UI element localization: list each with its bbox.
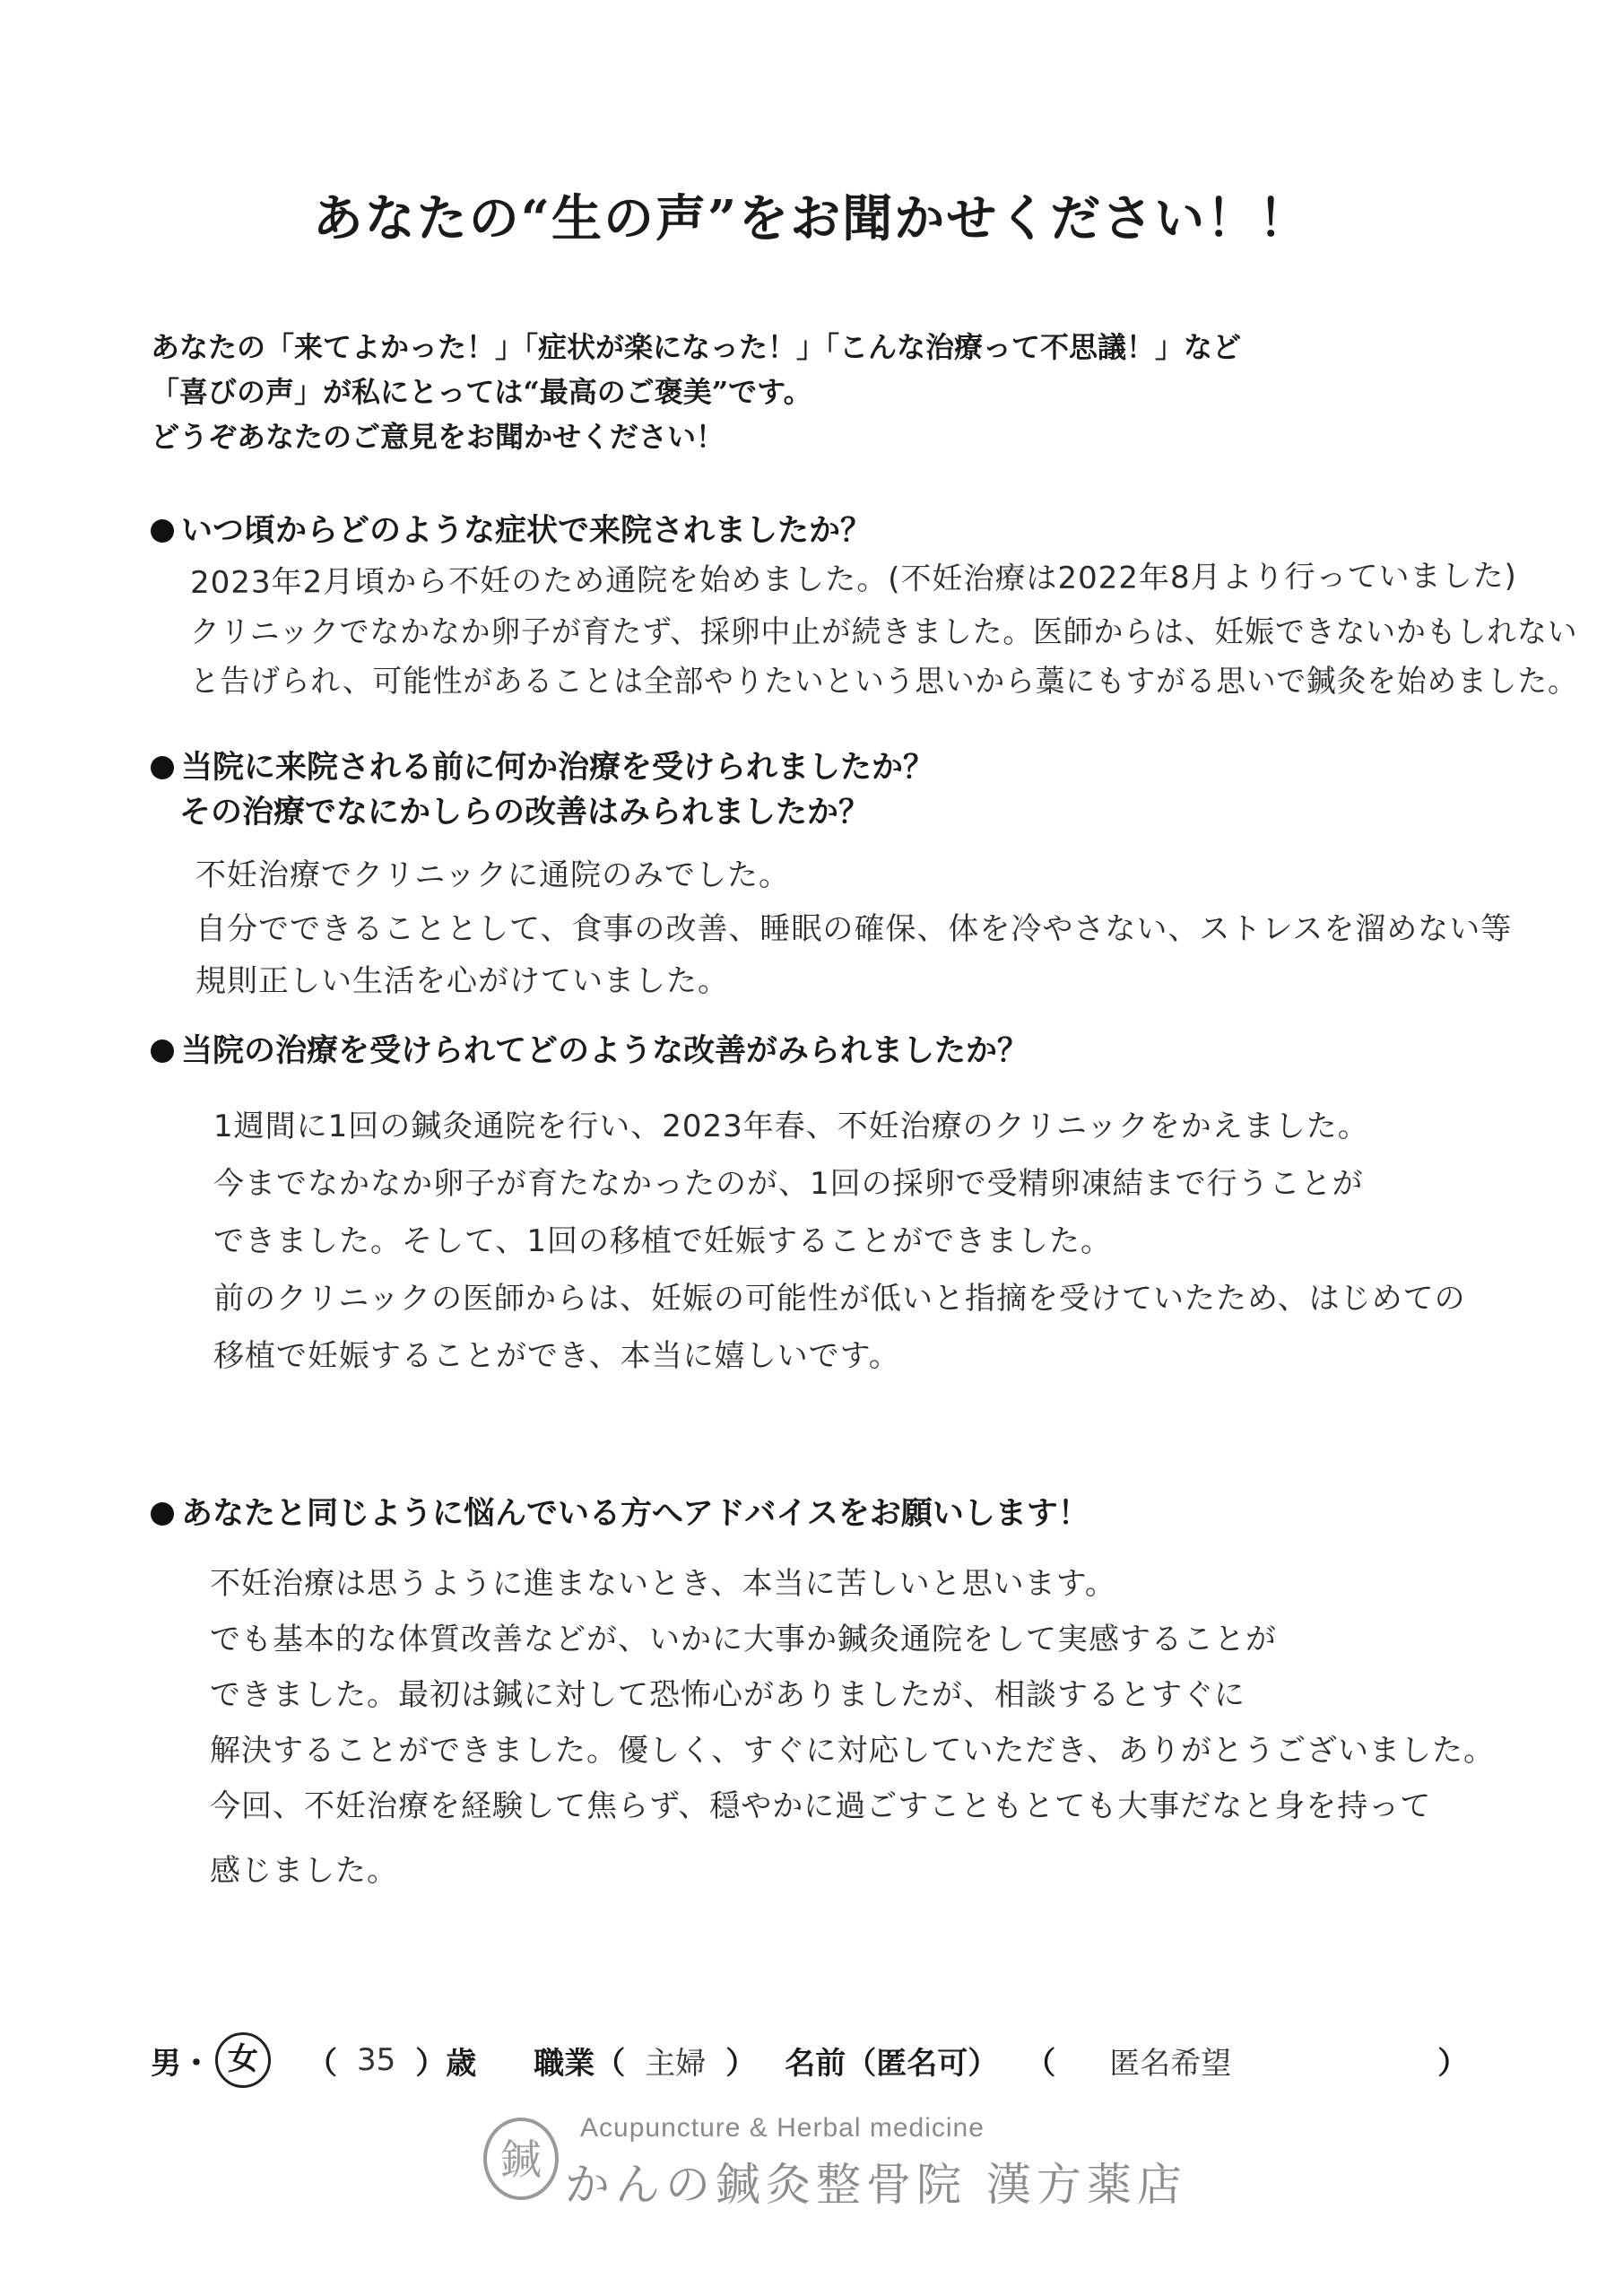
- answer-line: 自分でできることとして、食事の改善、睡眠の確保、体を冷やさない、ストレスを溜めない等: [195, 911, 1513, 947]
- intro-line: あなたの「来てよかった！」「症状が楽になった！」「こんな治療って不思議！」など: [151, 330, 1242, 364]
- gender-female-selected: 女: [215, 2032, 271, 2088]
- name-value: 匿名希望: [1109, 2045, 1232, 2082]
- clinic-logo: [480, 2109, 1187, 2211]
- occupation-label: 職業（: [534, 2045, 626, 2082]
- answer-line: できました。最初は鍼に対して恐怖心がありましたが、相談するとすぐに: [210, 1677, 1245, 1713]
- answer-line: 解決することができました。優しく、すぐに対応していただき、ありがとうございました。: [210, 1733, 1495, 1769]
- age-open: （: [307, 2045, 337, 2082]
- answer-line: 1週間に1回の鍼灸通院を行い、2023年春、不妊治療のクリニックをかえました。: [213, 1109, 1369, 1144]
- question-text: いつ頃からどのような症状で来院されましたか？: [181, 512, 872, 549]
- answer-line: 不妊治療は思うように進まないとき、本当に苦しいと思います。: [210, 1566, 1116, 1602]
- question-text: あなたと同じように悩んでいる方へアドバイスをお願いします！: [181, 1495, 1089, 1532]
- gender-separator: ・: [181, 2045, 212, 2082]
- occupation-value: 主婦: [645, 2045, 707, 2082]
- question-text: その治療でなにかしらの改善はみられましたか？: [179, 794, 871, 831]
- bullet-icon: [151, 1039, 174, 1063]
- answer-line: でも基本的な体質改善などが、いかに大事か鍼灸通院をして実感することが: [210, 1622, 1277, 1657]
- question-prior-treatment: [151, 746, 934, 789]
- question-results: [151, 1030, 1028, 1073]
- age-value: 35: [357, 2042, 396, 2078]
- answer-line: 2023年2月頃から不妊のため通院を始めました。(不妊治療は2022年8月より行っていました): [189, 558, 1517, 601]
- gender-male: 男: [151, 2045, 181, 2082]
- question-text: 当院の治療を受けられてどのような改善がみられましたか？: [181, 1032, 1029, 1069]
- answer-line: 今までなかなか卵子が育たなかったのが、1回の採卵で受精卵凍結まで行うことが: [213, 1166, 1364, 1202]
- logo-name: かんの鍼灸整骨院 漢方薬店: [565, 2159, 1187, 2211]
- age-close: ）歳: [415, 2045, 477, 2082]
- intro-text: [151, 325, 1549, 459]
- answer-line: クリニックでなかなか卵子が育たず、採卵中止が続きました。医師からは、妊娠できないかもしれない: [190, 614, 1578, 650]
- answer-line: 規則正しい生活を心がけていました。: [195, 963, 729, 999]
- name-label: 名前（匿名可）: [785, 2045, 999, 2082]
- name-close: ）: [1437, 2045, 1469, 2082]
- occupation-close: ）: [725, 2045, 757, 2082]
- bullet-icon: [151, 1502, 174, 1526]
- answer-line: 不妊治療でクリニックに通院のみでした。: [195, 857, 790, 893]
- intro-line: どうぞあなたのご意見をお聞かせください！: [151, 420, 725, 454]
- intro-line: 「喜びの声」が私にとっては“最高のご褒美”です。: [151, 375, 812, 409]
- question-improvement: [179, 791, 870, 834]
- bullet-icon: [151, 519, 174, 543]
- answer-line: と告げられ、可能性があることは全部やりたいという思いから藁にもすがる思いで鍼灸を始めました。: [190, 664, 1578, 700]
- page-title: あなたの“生の声”をお聞かせください！！: [312, 189, 1311, 248]
- name-open: （: [1025, 2045, 1056, 2082]
- answer-line: 感じました。: [210, 1853, 398, 1889]
- bullet-icon: [151, 756, 174, 779]
- clinic-logo-mark-icon: [480, 2109, 562, 2205]
- logo-subtitle: Acupuncture & Herbal medicine: [580, 2113, 985, 2143]
- question-advice: [151, 1492, 1089, 1535]
- answer-line: 今回、不妊治療を経験して焦らず、穏やかに過ごすこともとても大事だなと身を持って: [210, 1788, 1432, 1824]
- answer-line: 移植で妊娠することができ、本当に嬉しいです。: [213, 1338, 900, 1374]
- question-text: 当院に来院される前に何か治療を受けられましたか？: [181, 749, 935, 786]
- respondent-info: [151, 2029, 1468, 2092]
- logo-mark-glyph: 鍼: [500, 2135, 542, 2184]
- answer-line: できました。そして、1回の移植で妊娠することができました。: [213, 1223, 1112, 1259]
- answer-line: 前のクリニックの医師からは、妊娠の可能性が低いと指摘を受けていたため、はじめての: [213, 1281, 1466, 1317]
- question-symptoms: [151, 509, 872, 552]
